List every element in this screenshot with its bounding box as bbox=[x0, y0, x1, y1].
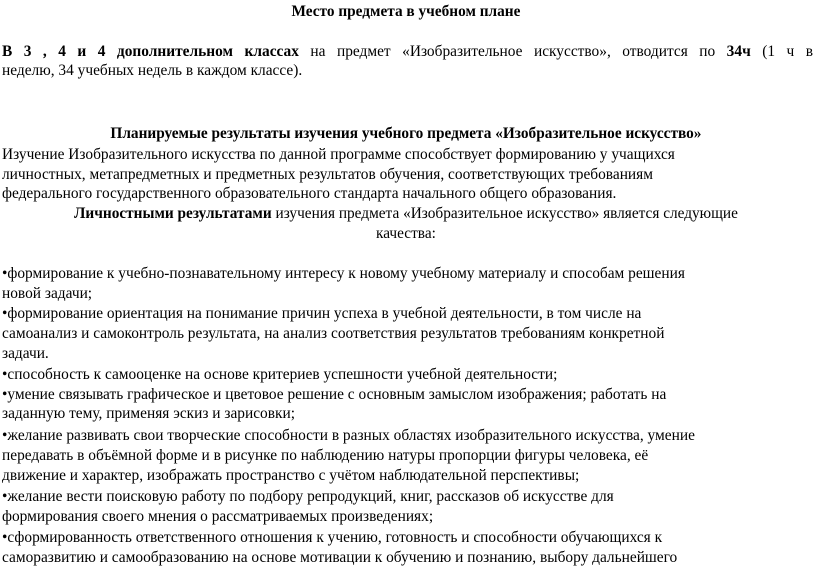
bullet-line: •желание развивать свои творческие способности в разных областях изобразительного искусства, умение bbox=[2, 427, 695, 444]
intro-text-b: (1 ч в bbox=[750, 43, 813, 60]
personal-results-line-1 bbox=[0, 205, 812, 223]
bullet-line: •умение связывать графическое и цветовое решение с основным замыслом изображения; работать на bbox=[2, 386, 667, 403]
intro-hours: 34ч bbox=[726, 43, 751, 60]
intro-grades: В 3 , 4 и 4 дополнительном классах bbox=[2, 43, 299, 60]
bullet-line: саморазвитию и самообразованию на основе мотивации к обучению и познанию, выбору дальнейшего bbox=[2, 549, 678, 566]
bullet-line: самоанализ и самоконтроль результата, на анализ соответствия результатов требованиям конкретной bbox=[2, 325, 665, 342]
intro-paragraph-line-2: неделю, 34 учебных недель в каждом классе). bbox=[2, 62, 303, 79]
page-title: Место предмета в учебном плане bbox=[291, 3, 521, 20]
intro-text-a: на предмет «Изобразительное искусство», отводится по bbox=[298, 43, 727, 60]
bullet-line: движение и характер, изображать пространство с учётом наблюдательной перспективы; bbox=[2, 467, 580, 484]
bullet-line: передавать в объёмной форме и в рисунке по наблюдению натуры пропорции фигуры человека, её bbox=[2, 447, 649, 464]
intro-paragraph-line-1 bbox=[2, 43, 813, 61]
personal-results-label: Личностными результатами bbox=[74, 205, 272, 222]
bullet-line: задачи. bbox=[2, 345, 49, 362]
results-line-2: личностных, метапредметных и предметных результатов обучения, соответствующих требованиям bbox=[2, 166, 653, 183]
results-heading: Планируемые результаты изучения учебного предмета «Изобразительное искусство» bbox=[110, 125, 702, 142]
results-line-3: федерального государственного образовательного стандарта начального общего образования. bbox=[2, 185, 617, 202]
personal-results-line-2: качества: bbox=[376, 225, 436, 242]
bullet-line: новой задачи; bbox=[2, 285, 93, 302]
results-line-1: Изучение Изобразительного искусства по данной программе способствует формированию у учащихся bbox=[2, 146, 675, 163]
bullet-line: •формирование к учебно-познавательному интересу к новому учебному материалу и способам решения bbox=[2, 265, 685, 282]
bullet-line: заданную тему, применяя эскиз и зарисовки; bbox=[2, 405, 295, 422]
bullet-line: •способность к самооценке на основе критериев успешности учебной деятельности; bbox=[2, 366, 558, 383]
bullet-line: •формирование ориентация на понимание причин успеха в учебной деятельности, в том числе на bbox=[2, 305, 642, 322]
bullet-line: •желание вести поисковую работу по подбору репродукций, книг, рассказов об искусстве для bbox=[2, 488, 614, 505]
personal-results-text: изучения предмета «Изобразительное искусство» является следующие bbox=[271, 205, 738, 222]
bullet-line: •сформированность ответственного отношения к учению, готовность и способности обучающихся к bbox=[2, 529, 663, 546]
bullet-line: формирования своего мнения о рассматриваемых произведениях; bbox=[2, 508, 434, 525]
